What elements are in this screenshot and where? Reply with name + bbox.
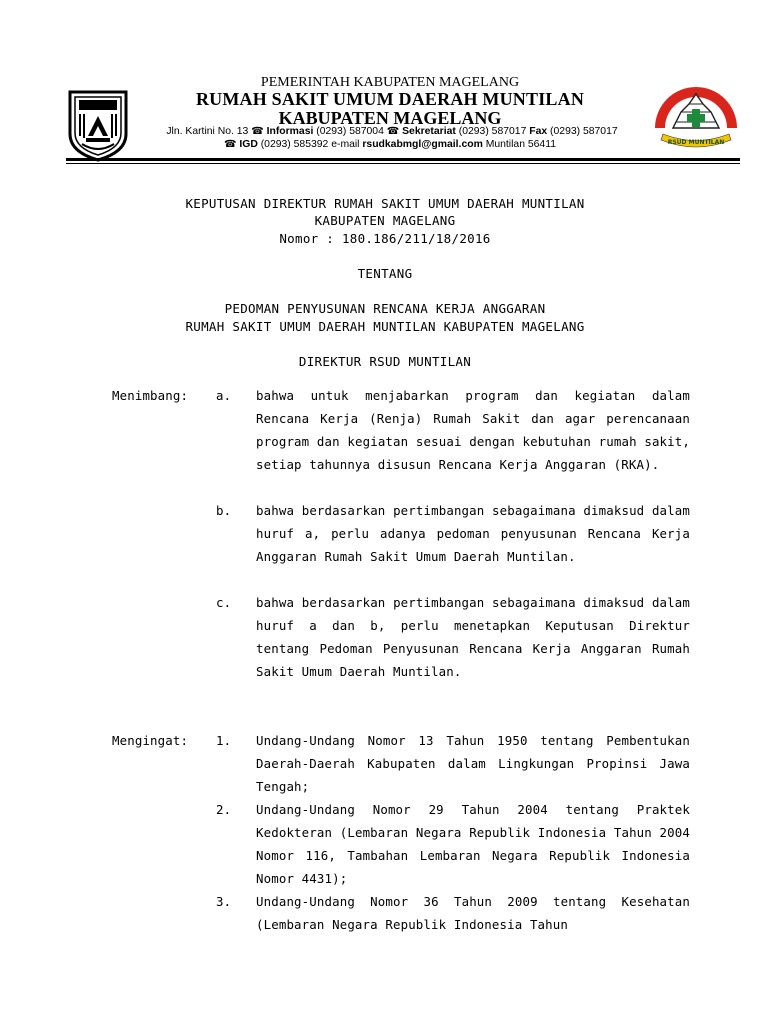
menimbang-label: Menimbang: [112, 388, 189, 403]
magelang-regency-crest-icon [66, 88, 130, 162]
fax-label: Fax [529, 126, 548, 137]
letterhead-regency: KABUPATEN MAGELANG [278, 108, 502, 128]
info-label: Informasi [266, 126, 314, 137]
phone-icon: ☎ [386, 126, 400, 137]
decree-title-line2: KABUPATEN MAGELANG [314, 213, 456, 228]
menimbang-marker: b. [216, 503, 232, 518]
decree-subject-line2: RUMAH SAKIT UMUM DAERAH MUNTILAN KABUPATEN MAGELANG [185, 319, 585, 334]
decree-about: TENTANG [357, 266, 413, 281]
letterhead-contact [130, 139, 650, 150]
decree-number: Nomor : 180.186/211/18/2016 [279, 231, 491, 246]
mengingat-label: Mengingat: [112, 733, 189, 748]
mengingat-marker: 1. [216, 733, 232, 748]
igd-number: (0293) 585392 e-mail [260, 139, 360, 150]
decree-issuer: DIREKTUR RSUD MUNTILAN [298, 354, 472, 369]
phone-icon: ☎ [251, 126, 264, 137]
letterhead-divider-thick [66, 158, 740, 161]
menimbang-item: bahwa untuk menjabarkan program dan kegiatan dalam Rencana Kerja (Renja) Rumah Sakit dan agar perencanaan program dan kegiatan sesuai dengan kebutuhan rumah sakit, setiap tahunnya disusun Rencana Kerja Anggaran (RKA). [256, 388, 690, 472]
secretariat-number: (0293) 587017 [458, 126, 527, 137]
phone-icon: ☎ [223, 139, 237, 150]
menimbang-item: bahwa berdasarkan pertimbangan sebagaimana dimaksud dalam huruf a, perlu adanya pedoman penyusunan Rencana Kerja Anggaran Rumah Sakit Umum Daerah Muntilan. [256, 503, 690, 564]
letterhead-hospital: RUMAH SAKIT UMUM DAERAH MUNTILAN [195, 89, 585, 109]
igd-label: IGD [239, 139, 258, 150]
mengingat-item: Undang-Undang Nomor 36 Tahun 2009 tentang Kesehatan (Lembaran Negara Republik Indonesia Tahun [256, 894, 690, 932]
menimbang-marker: a. [216, 388, 232, 403]
mengingat-item: Undang-Undang Nomor 13 Tahun 1950 tentang Pembentukan Daerah-Daerah Kabupaten dalam Lingkungan Propinsi Jawa Tengah; [256, 733, 690, 794]
logo-caption: RSUD MUNTILAN [667, 139, 725, 146]
mengingat-marker: 2. [216, 802, 232, 817]
letterhead-divider-thin [66, 163, 740, 164]
mengingat-item: Undang-Undang Nomor 29 Tahun 2004 tentang Praktek Kedokteran (Lembaran Negara Republik Indonesia Tahun 2004 Nomor 116, Tambahan Lembaran Negara Republik Indonesia Nomor 4431); [256, 802, 690, 886]
menimbang-marker: c. [216, 595, 232, 610]
secretariat-label: Sekretariat [402, 126, 456, 137]
letterhead-address [112, 126, 672, 137]
city-postcode: Muntilan 56411 [485, 139, 556, 150]
decree-subject-line1: PEDOMAN PENYUSUNAN RENCANA KERJA ANGGARAN [224, 301, 546, 316]
letterhead-government: PEMERINTAH KABUPATEN MAGELANG [260, 75, 520, 90]
menimbang-item: bahwa berdasarkan pertimbangan sebagaimana dimaksud dalam huruf a dan b, perlu menetapkan Keputusan Direktur tentang Pedoman Penyusunan Rencana Kerja Anggaran Rumah Sakit Umum Daerah Muntilan. [256, 595, 690, 679]
email-address: rsudkabmgl@gmail.com [362, 139, 483, 150]
fax-number: (0293) 587017 [550, 126, 618, 137]
decree-title-line1: KEPUTUSAN DIREKTUR RUMAH SAKIT UMUM DAERAH MUNTILAN [185, 196, 585, 211]
info-number: (0293) 587004 [316, 126, 384, 137]
rsud-muntilan-logo-icon [651, 78, 741, 156]
address-street: Jln. Kartini No. 13 [166, 126, 249, 137]
mengingat-marker: 3. [216, 894, 232, 909]
